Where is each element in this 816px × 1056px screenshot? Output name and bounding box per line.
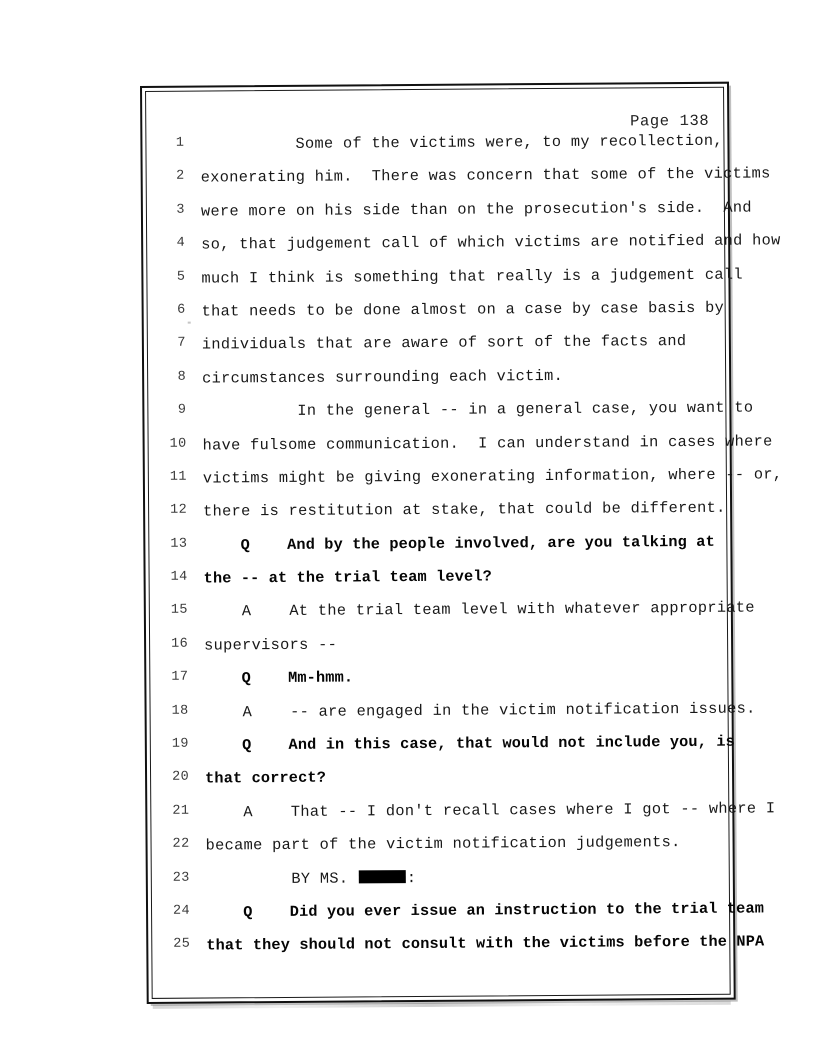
page-header-label: Page 138 <box>629 111 710 131</box>
transcript-line <box>150 633 727 671</box>
line-text: Q Did you ever issue an instruction to the trial team <box>205 899 765 922</box>
transcript-line <box>152 833 729 871</box>
line-text: so, that judgement call of which victims are notified and how <box>201 231 781 254</box>
line-number: 3 <box>176 202 185 218</box>
line-text: there is restitution at stake, that could be different. <box>203 499 726 521</box>
line-number: 14 <box>170 569 188 585</box>
line-number: 20 <box>172 770 190 786</box>
line-number: 21 <box>172 803 190 819</box>
line-text: individuals that are aware of sort of the facts and <box>201 332 687 354</box>
line-text: the -- at the trial team level? <box>203 567 492 588</box>
line-text: A -- are engaged in the victim notification issues. <box>204 699 756 722</box>
line-number: 9 <box>177 402 187 418</box>
transcript-line <box>152 932 765 971</box>
line-number: 10 <box>169 436 187 452</box>
transcript-line <box>151 732 735 771</box>
line-number: 16 <box>171 636 189 652</box>
line-number: 13 <box>170 536 188 552</box>
line-text: circumstances surrounding each victim. <box>202 366 564 388</box>
line-number: 2 <box>176 169 185 185</box>
line-text <box>206 869 417 889</box>
scan-speck-artifact <box>188 322 191 324</box>
line-number: 12 <box>170 502 188 519</box>
line-number: 18 <box>171 703 189 719</box>
line-number: 17 <box>171 669 189 686</box>
transcript-line <box>148 365 725 403</box>
line-number: 25 <box>173 937 191 953</box>
line-text: became part of the victim notification judgements. <box>205 833 681 855</box>
transcript-line <box>147 265 743 303</box>
transcript-line <box>147 231 781 270</box>
line-text: Q And in this case, that would not include you, is <box>204 732 735 755</box>
line-number: 4 <box>176 235 186 251</box>
line-number: 24 <box>172 903 191 919</box>
line-text: A That -- I don't recall cases where I got -- where I <box>205 799 776 822</box>
transcript-line <box>148 332 725 370</box>
transcript-line <box>151 699 756 737</box>
line-text: Q Mm-hmm. <box>204 668 354 688</box>
transcript-line <box>148 299 725 337</box>
transcript-line <box>149 431 773 470</box>
transcript-line <box>148 398 754 437</box>
line-text-segment: : <box>406 868 417 887</box>
line-number: 7 <box>177 336 186 352</box>
line-text: Some of the victims were, to my recollection, <box>200 131 723 154</box>
page-border-inner <box>145 87 783 999</box>
line-text: Q And by the people involved, are you talking at <box>203 532 715 555</box>
line-number: 8 <box>177 369 187 385</box>
line-text: supervisors -- <box>204 635 338 655</box>
page-content <box>146 88 783 998</box>
line-number: 6 <box>177 302 186 318</box>
line-text: were more on his side than on the prosecution's side. And <box>200 198 752 221</box>
line-number: 5 <box>176 269 186 285</box>
transcript-line <box>149 499 726 537</box>
line-text: much I think is something that really is a judgement call <box>201 265 743 288</box>
page-border-outer <box>140 82 783 1004</box>
transcript-line <box>147 198 752 237</box>
line-number: 23 <box>172 870 190 886</box>
transcript-line <box>147 164 771 203</box>
line-text: A At the trial team level with whatever appropriate <box>203 598 755 622</box>
line-number: 19 <box>171 736 189 752</box>
transcript-line <box>152 866 729 904</box>
transcript-line <box>150 666 727 704</box>
transcript-line <box>150 598 755 637</box>
line-text: that correct? <box>205 769 327 788</box>
transcript-line <box>151 766 728 804</box>
line-number: 15 <box>170 603 188 619</box>
transcript-line <box>150 566 727 604</box>
line-text: victims might be giving exonerating information, where -- or, <box>202 465 783 488</box>
transcript-line <box>146 132 723 170</box>
transcript-line <box>149 465 783 504</box>
line-number: 22 <box>172 836 190 852</box>
line-text: that they should not consult with the victims before the NPA <box>206 932 765 955</box>
line-text-segment: BY MS. <box>205 869 358 889</box>
line-text: In the general -- in a general case, you want to <box>202 398 754 421</box>
scanned-page-sheet <box>140 82 783 1004</box>
transcript-line <box>151 799 776 838</box>
line-number: 11 <box>169 469 187 485</box>
redaction-bar <box>359 870 406 883</box>
line-text: have fulsome communication. I can understand in cases where <box>202 431 773 455</box>
transcript-body <box>146 131 783 971</box>
line-text: that needs to be done almost on a case by case basis by <box>201 298 725 321</box>
transcript-line <box>149 532 726 570</box>
line-text: exonerating him. There was concern that some of the victims <box>200 164 771 187</box>
line-number: 1 <box>175 135 185 151</box>
transcript-line <box>152 899 765 938</box>
